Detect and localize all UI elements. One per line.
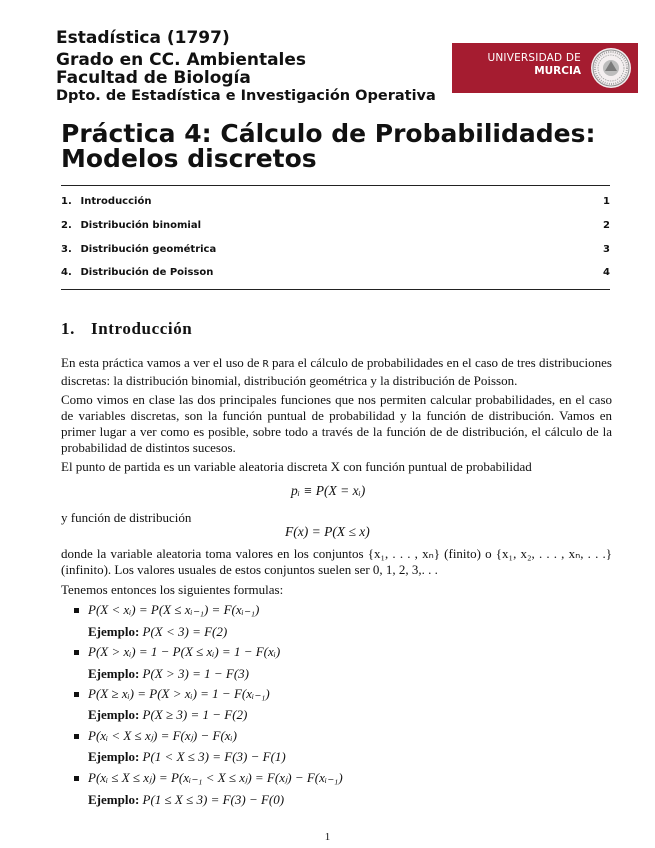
toc-number: 3. (61, 244, 72, 255)
formula: P(X > xᵢ) = 1 − P(X ≤ xᵢ) = 1 − F(xᵢ) (88, 644, 281, 659)
university-seal-icon (590, 47, 632, 89)
formula: P(X < xᵢ) = P(X ≤ xᵢ₋₁) = F(xᵢ₋₁) (88, 602, 260, 617)
equation-cdf: F(x) = P(X ≤ x) (285, 524, 370, 539)
paragraph-text: para el cálculo de probabilidades en el caso de tres distribuciones discretas: la distribución binomial, distribución geométrica y la distribución de Poisson. (61, 355, 612, 388)
example-formula: P(1 < X ≤ 3) = F(3) − F(1) (142, 749, 286, 764)
formula: P(X ≥ xᵢ) = P(X > xᵢ) = 1 − F(xᵢ₋₁) (88, 686, 270, 701)
example-formula: P(X ≥ 3) = 1 − F(2) (142, 707, 248, 722)
toc-page: 2 (603, 220, 610, 231)
paragraph-cdf-intro: y función de distribución (61, 510, 192, 525)
course-name: Estadística (1797) (56, 28, 230, 48)
toc-page: 3 (603, 244, 610, 255)
faculty-name: Facultad de Biología (56, 68, 251, 88)
example-formula: P(X > 3) = 1 − F(3) (142, 666, 249, 681)
paragraph-starting-point: El punto de partida es un variable aleatoria discreta X con función puntual de probabilidad (61, 459, 532, 474)
example-formula: P(X < 3) = F(2) (142, 624, 228, 639)
toc-label: Distribución binomial (80, 220, 202, 231)
section-heading (61, 319, 192, 339)
degree-name: Grado en CC. Ambientales (56, 50, 307, 70)
toc-label: Distribución geométrica (80, 244, 217, 255)
section-number: 1. (61, 319, 75, 338)
example-label: Ejemplo: (88, 749, 140, 764)
toc-label: Introducción (80, 196, 152, 207)
formula-example (88, 666, 249, 682)
example-label: Ejemplo: (88, 792, 140, 807)
formula-example (88, 707, 247, 723)
logo-line-2: MURCIA (534, 65, 581, 77)
example-formula: P(1 ≤ X ≤ 3) = F(3) − F(0) (142, 792, 285, 807)
toc-number: 4. (61, 267, 72, 278)
formula-example (88, 749, 286, 765)
code-r: R (262, 359, 269, 370)
paragraph-intro (61, 355, 612, 389)
toc-bottom-rule (61, 289, 610, 290)
page-number: 1 (324, 831, 331, 843)
toc-top-rule (61, 185, 610, 186)
formula: P(xᵢ < X ≤ xⱼ) = F(xⱼ) − F(xᵢ) (88, 728, 237, 743)
toc-entry[interactable] (61, 267, 610, 278)
paragraph-text: En esta práctica vamos a ver el uso de (61, 355, 263, 370)
example-label: Ejemplo: (88, 624, 140, 639)
paragraph-formulas-intro: Tenemos entonces los siguientes formulas: (61, 582, 284, 597)
toc-entry[interactable] (61, 220, 610, 231)
logo-line-1: UNIVERSIDAD DE (487, 52, 581, 64)
example-label: Ejemplo: (88, 666, 140, 681)
university-logo (452, 43, 638, 93)
toc-page: 1 (603, 196, 610, 207)
example-label: Ejemplo: (88, 707, 140, 722)
toc-entry[interactable] (61, 196, 610, 207)
toc-page: 4 (603, 267, 610, 278)
equation-pmf: pᵢ ≡ P(X = xᵢ) (291, 483, 366, 498)
paragraph-value-sets: donde la variable aleatoria toma valores en los conjuntos {x₁, . . . , xₙ} (finito) o {x₁, x₂, . . . , xₙ, . . .} (infinito). Los valores usuales de estos conjuntos suelen ser 0, 1, 2, 3,. . . (61, 546, 612, 577)
formula: P(xᵢ ≤ X ≤ xⱼ) = P(xᵢ₋₁ < X ≤ xⱼ) = F(xⱼ) − F(xᵢ₋₁) (88, 770, 343, 785)
toc-number: 1. (61, 196, 72, 207)
toc-number: 2. (61, 220, 72, 231)
section-title: Introducción (91, 319, 193, 338)
toc-label: Distribución de Poisson (80, 267, 214, 278)
formula-example (88, 792, 284, 808)
department-name: Dpto. de Estadística e Investigación Operativa (56, 88, 436, 104)
page-title: Práctica 4: Cálculo de Probabilidades: Modelos discretos (61, 119, 596, 173)
formula-example (88, 624, 227, 640)
paragraph-functions: Como vimos en clase las dos principales funciones que nos permiten calcular probabilidades, en el caso de variables discretas, son la función puntual de probabilidad y la función de distribución. Vamos en primer lugar a ver como es posible, sobre todo a través de la función de de distribución, el cálculo de la probabilidad de distintos sucesos. (61, 392, 612, 455)
toc-entry[interactable] (61, 244, 610, 255)
